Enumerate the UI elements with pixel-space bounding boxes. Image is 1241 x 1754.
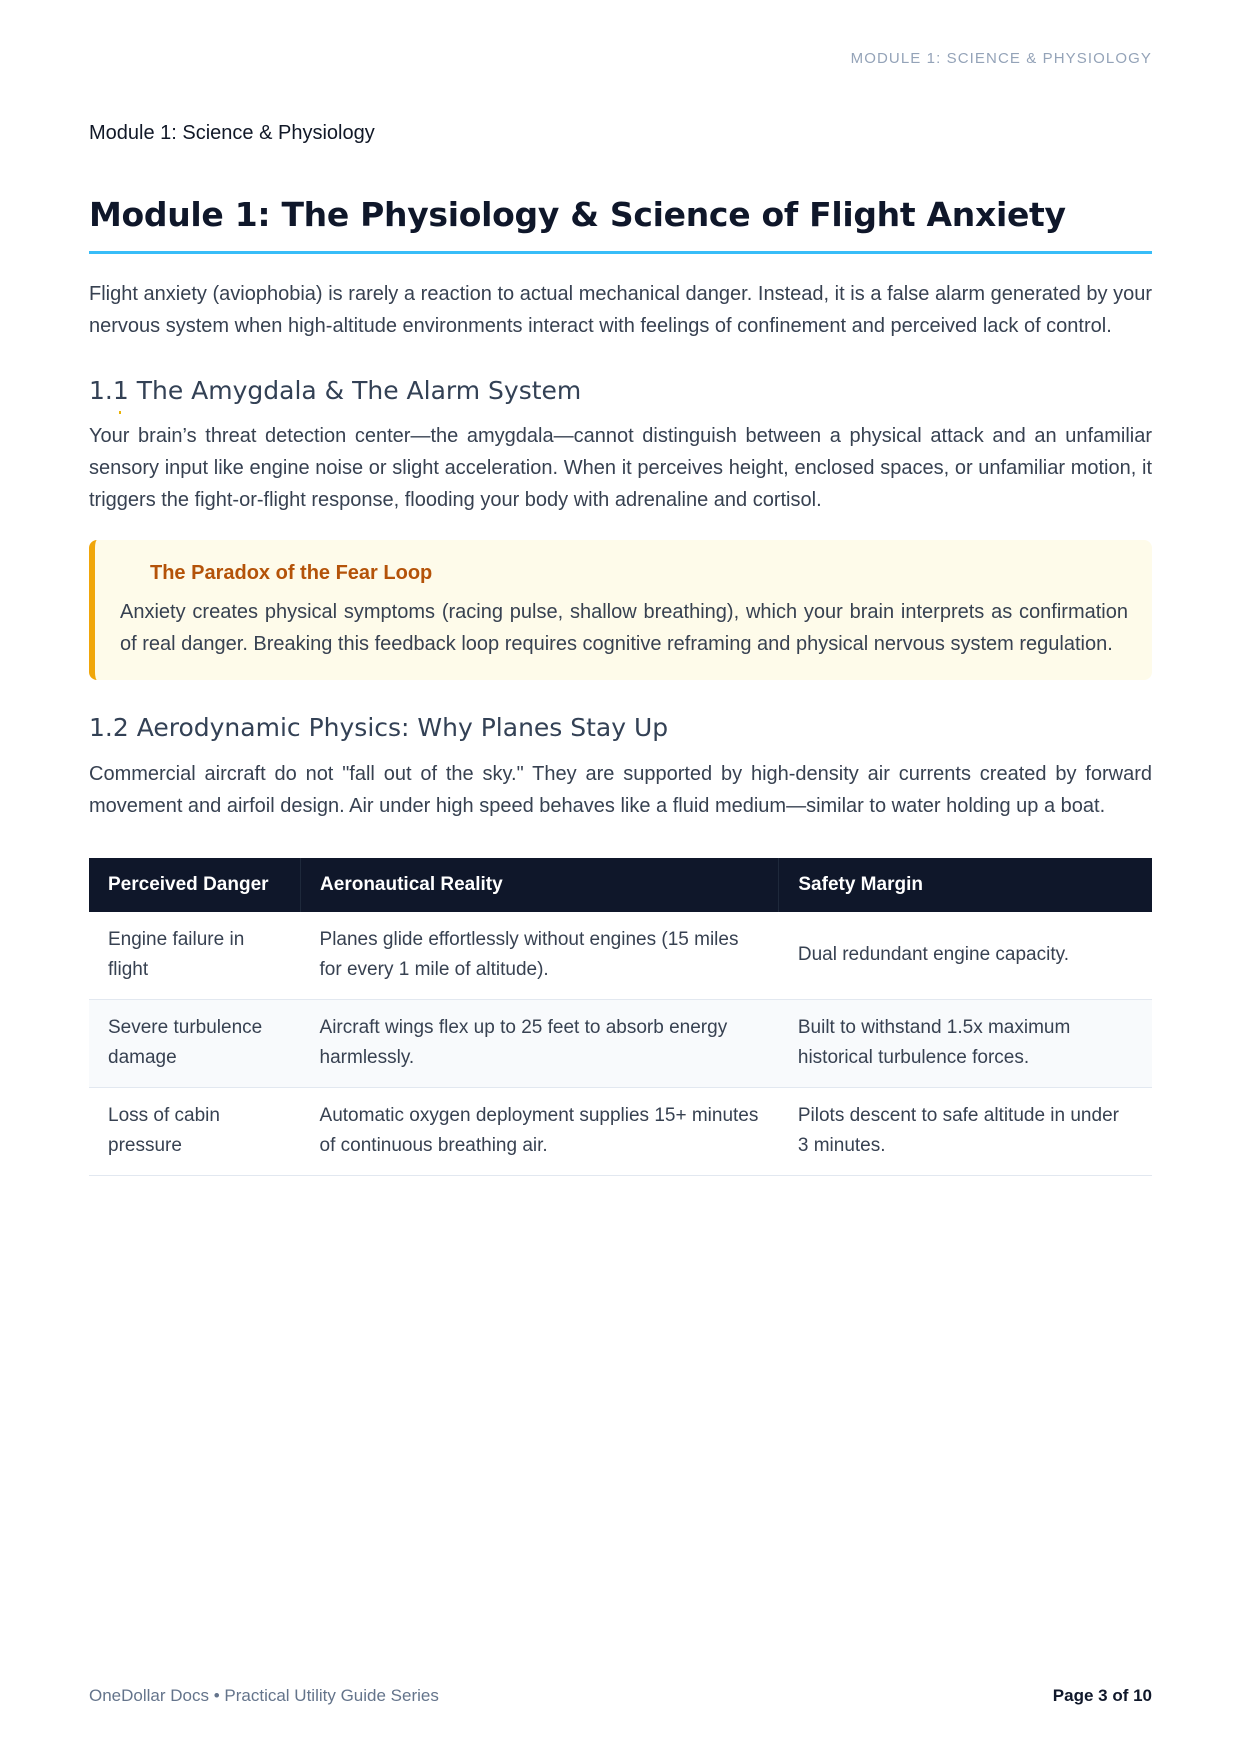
table-cell: Engine failure in flight: [89, 912, 301, 1000]
amygdala-paragraph: Your brain’s threat detection center—the amygdala—cannot distinguish between a physical attack and an unfamiliar sensory input like engine noise or slight acceleration. When it perceives height, enclosed spaces, or unfamiliar motion, it triggers the fight-or-flight response, flooding your body with adrenaline and cortisol.: [89, 425, 1152, 511]
decorative-tick: [119, 411, 121, 414]
danger-reality-table: [89, 858, 1152, 1176]
section-heading-amygdala: 1.1 The Amygdala & The Alarm System: [89, 376, 582, 405]
footer-series: OneDollar Docs • Practical Utility Guide Series: [89, 1686, 439, 1705]
table-cell: Automatic oxygen deployment supplies 15+ minutes of continuous breathing air.: [301, 1088, 779, 1176]
column-header-aeronautical-reality: Aeronautical Reality: [301, 858, 779, 912]
running-header: MODULE 1: SCIENCE & PHYSIOLOGY: [850, 50, 1152, 67]
table-cell: Aircraft wings flex up to 25 feet to absorb energy harmlessly.: [301, 1000, 779, 1088]
section-heading-aerodynamics: 1.2 Aerodynamic Physics: Why Planes Stay Up: [89, 713, 669, 742]
aerodynamics-paragraph: Commercial aircraft do not "fall out of the sky." They are supported by high-density air currents created by forward movement and airfoil design. Air under high speed behaves like a fluid medium—similar to water holding up a boat.: [89, 763, 1152, 817]
table-header-row: [89, 858, 1152, 912]
table-row: [89, 1088, 1152, 1176]
table-cell: Loss of cabin pressure: [89, 1088, 301, 1176]
callout-body: Anxiety creates physical symptoms (racing pulse, shallow breathing), which your brain interprets as confirmation of real danger. Breaking this feedback loop requires cognitive reframing and physical nervous system regulation.: [120, 601, 1128, 655]
page-title: Module 1: The Physiology & Science of Flight Anxiety: [89, 195, 1152, 254]
table-cell: Dual redundant engine capacity.: [779, 912, 1152, 1000]
table-cell: Built to withstand 1.5x maximum historical turbulence forces.: [779, 1000, 1152, 1088]
callout-title: The Paradox of the Fear Loop: [150, 562, 433, 584]
table-cell: Pilots descent to safe altitude in under 3 minutes.: [779, 1088, 1152, 1176]
intro-paragraph: Flight anxiety (aviophobia) is rarely a reaction to actual mechanical danger. Instead, it is a false alarm generated by your nervous system when high-altitude environments interact with feelings of confinement and perceived lack of control.: [89, 283, 1152, 337]
column-header-safety-margin: Safety Margin: [779, 858, 1152, 912]
table-row: [89, 912, 1152, 1000]
table-cell: Severe turbulence damage: [89, 1000, 301, 1088]
section-label: Module 1: Science & Physiology: [89, 122, 375, 144]
table-row: [89, 1000, 1152, 1088]
column-header-perceived-danger: Perceived Danger: [89, 858, 301, 912]
document-body: [89, 195, 1152, 1176]
page-number: Page 3 of 10: [1052, 1686, 1152, 1705]
table-cell: Planes glide effortlessly without engines (15 miles for every 1 mile of altitude).: [301, 912, 779, 1000]
fear-loop-callout: [89, 540, 1152, 680]
